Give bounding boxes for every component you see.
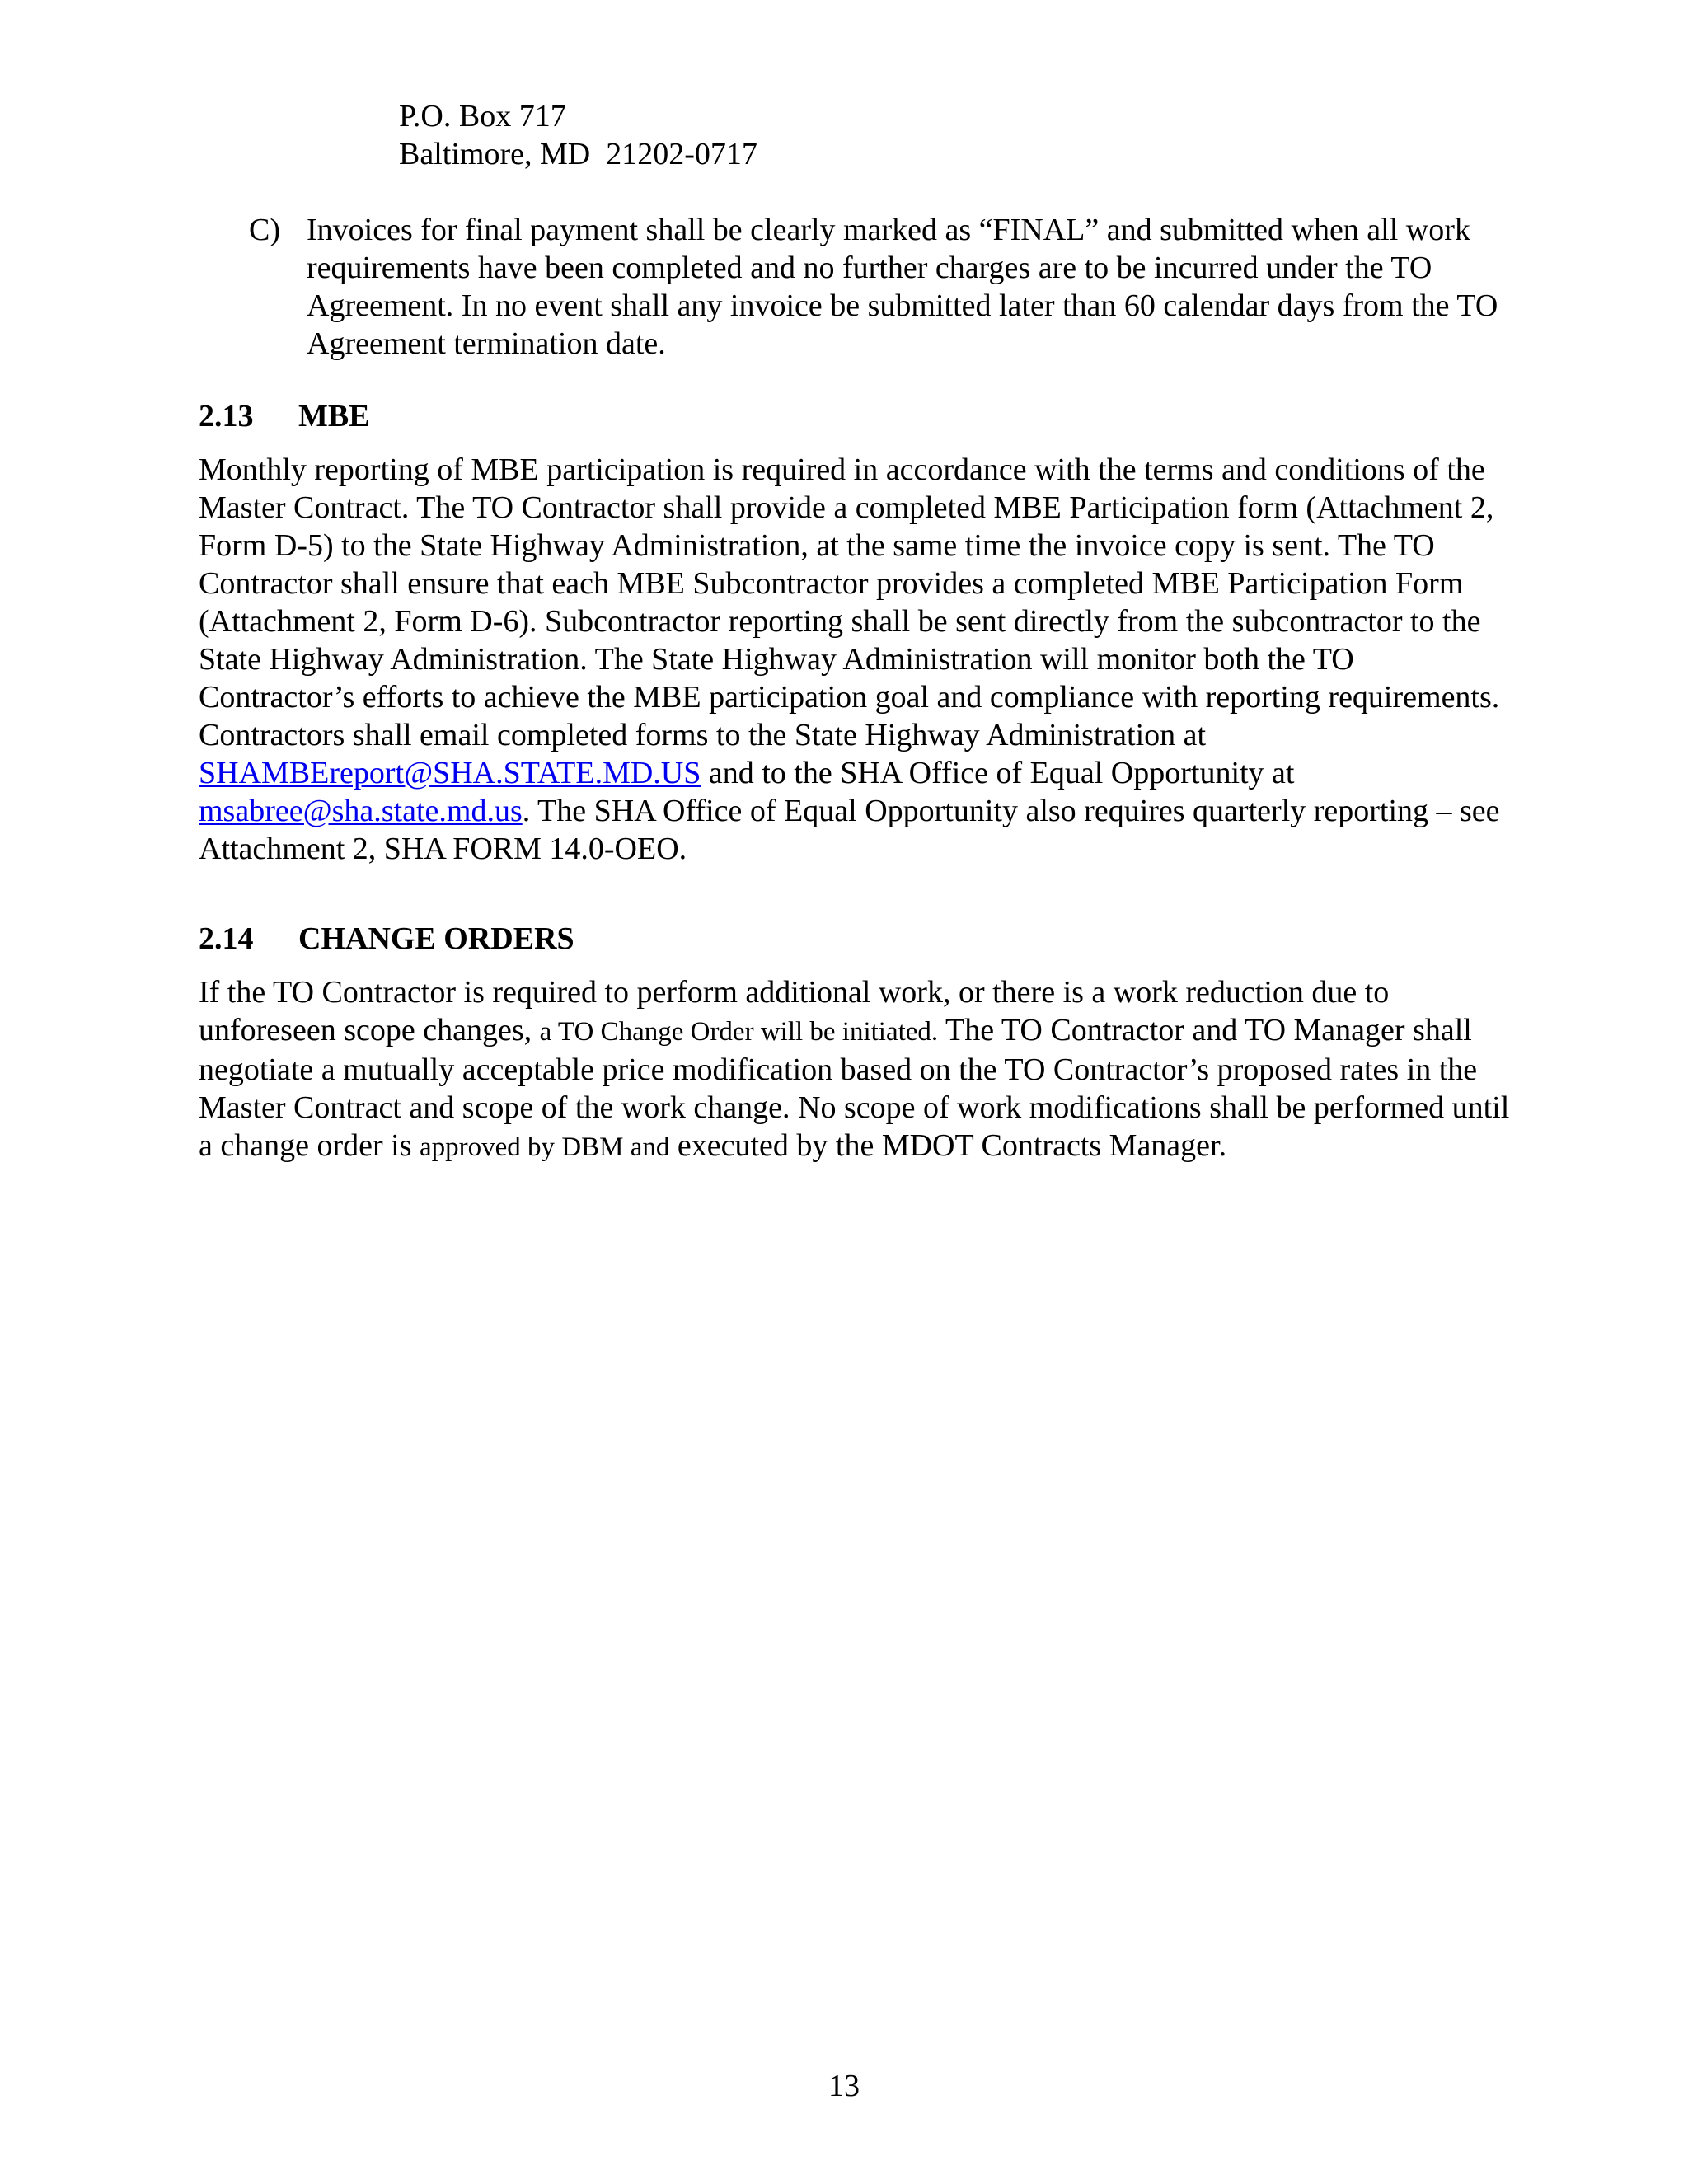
equal-opportunity-email-link[interactable]: msabree@sha.state.md.us	[199, 794, 523, 828]
section-heading-2-13	[199, 397, 370, 435]
section-number: 2.13	[199, 399, 254, 434]
section-number: 2.14	[199, 921, 254, 956]
list-marker: C)	[249, 213, 280, 247]
list-item-c	[249, 211, 1502, 363]
section-title: CHANGE ORDERS	[298, 921, 574, 956]
final-invoice-text: Invoices for final payment shall be clearly marked as “FINAL” and submitted when all work requirements have been completed and no further charges are to be incurred under the TO Agreement. In no event shall any invoice be submitted later than 60 calendar days from the TO Agreement termination date.	[307, 213, 1498, 361]
mbe-text-part-2: and to the SHA Office of Equal Opportunity at	[701, 756, 1295, 790]
sha-mbe-email-link[interactable]: SHAMBEreport@SHA.STATE.MD.US	[199, 756, 701, 790]
change-orders-text-part-1: If the TO Contractor is required to perform additional work, or there is a work reduction due to unforeseen scope changes,	[199, 975, 1390, 1047]
mbe-paragraph	[199, 451, 1517, 868]
mbe-text-part-3: . The SHA Office of Equal Opportunity also requires quarterly reporting – see Attachment 2, SHA FORM 14.0-OEO.	[199, 794, 1500, 866]
mbe-text-part-1: Monthly reporting of MBE participation is required in accordance with the terms and conditions of the Master Contract. The TO Contractor shall provide a completed MBE Participation form (Attachment 2, Form D-5) to the State Highway Administration, at the same time the invoice copy is sent. The TO Contractor shall ensure that each MBE Subcontractor provides a completed MBE Participation Form (Attachment 2, Form D-6). Subcontractor reporting shall be sent directly from the subcontractor to the State Highway Administration. The State Highway Administration will monitor both the TO Contractor’s efforts to achieve the MBE participation goal and compliance with reporting requirements. Contractors shall email completed forms to the State Highway Administration at	[199, 452, 1500, 752]
change-orders-paragraph	[199, 973, 1517, 1166]
section-title: MBE	[298, 399, 370, 434]
address-line-1: P.O. Box 717	[399, 99, 566, 134]
mailing-address	[399, 97, 757, 173]
change-orders-text-small-1: a TO Change Order will be initiated.	[539, 1017, 939, 1047]
section-heading-2-14	[199, 920, 574, 958]
address-line-2: Baltimore, MD 21202-0717	[399, 137, 757, 171]
page-number: 13	[828, 2069, 860, 2103]
change-orders-text-part-2: The TO Contractor and TO Manager shall negotiate a mutually acceptable price modification based on the TO Contractor’s proposed rates in the Master Contract and scope of the work change. No scope of work modifications shall be performed until a change order is	[199, 1013, 1510, 1163]
change-orders-text-small-2: approved by DBM and	[420, 1132, 670, 1162]
change-orders-text-part-3: executed by the MDOT Contracts Manager.	[669, 1128, 1227, 1163]
